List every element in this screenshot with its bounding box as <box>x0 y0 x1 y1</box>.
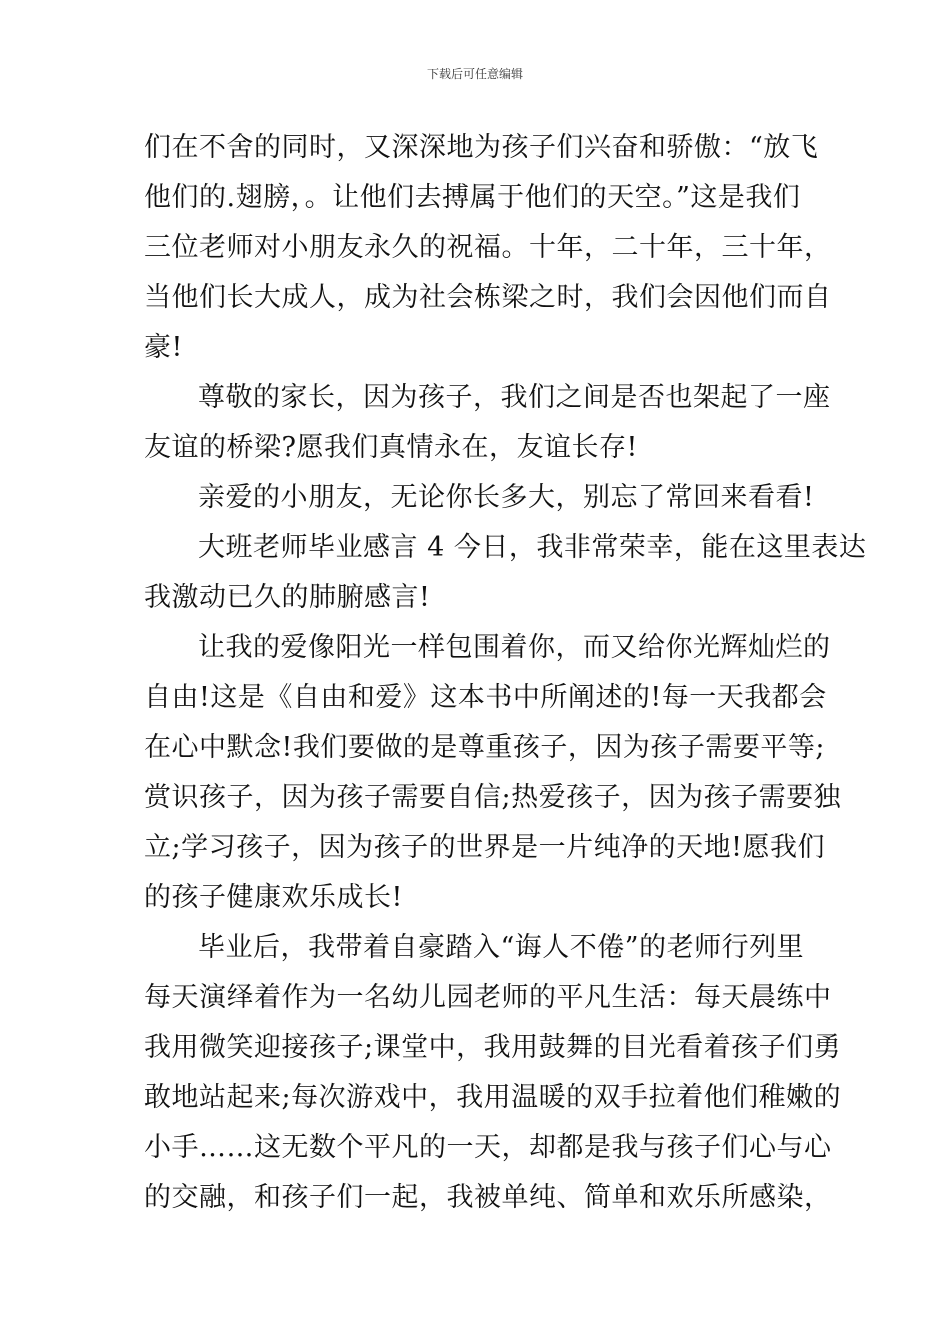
text-line: 每天演绎着作为一名幼儿园老师的平凡生活：每天晨练中 <box>144 982 832 1013</box>
paragraph-start-line: 毕业后，我带着自豪踏入“诲人不倦”的老师行列里 <box>198 932 805 963</box>
paragraph-start-line: 让我的爱像阳光一样包围着你，而又给你光辉灿烂的 <box>198 632 831 663</box>
text-line: 们在不舍的同时，又深深地为孩子们兴奋和骄傲：“放飞 <box>144 132 819 163</box>
text-line: 小手……这无数个平凡的一天，却都是我与孩子们心与心 <box>144 1132 832 1163</box>
text-line: 在心中默念!我们要做的是尊重孩子，因为孩子需要平等; <box>144 732 825 763</box>
text-line: 立;学习孩子，因为孩子的世界是一片纯净的天地!愿我们 <box>144 832 825 863</box>
paragraph-start-line: 亲爱的小朋友，无论你长多大，别忘了常回来看看! <box>198 482 815 513</box>
text-line: 自由!这是《自由和爱》这本书中所阐述的!每一天我都会 <box>144 682 827 713</box>
text-line: 赏识孩子，因为孩子需要自信;热爱孩子，因为孩子需要独 <box>144 782 842 813</box>
text-line: 他们的.翅膀，。让他们去搏属于他们的天空。”这是我们 <box>144 182 801 213</box>
text-line: 友谊的桥梁?愿我们真情永在，友谊长存! <box>144 432 638 463</box>
text-line: 当他们长大成人，成为社会栋梁之时，我们会因他们而自 <box>144 282 832 313</box>
page-header: 下载后可任意编辑 <box>426 67 523 81</box>
text-line: 敢地站起来;每次游戏中，我用温暖的双手拉着他们稚嫩的 <box>144 1082 842 1113</box>
body-text <box>144 123 867 1223</box>
text-line: 的孩子健康欢乐成长! <box>144 882 403 913</box>
paragraph-start-line: 尊敬的家长，因为孩子，我们之间是否也架起了一座 <box>198 382 831 413</box>
text-line: 豪! <box>144 332 183 363</box>
text-line: 的交融，和孩子们一起，我被单纯、简单和欢乐所感染， <box>144 1182 832 1213</box>
text-line: 我激动已久的肺腑感言! <box>144 582 431 613</box>
text-line: 三位老师对小朋友永久的祝福。十年，二十年，三十年， <box>144 232 832 263</box>
text-line: 我用微笑迎接孩子;课堂中，我用鼓舞的目光看着孩子们勇 <box>144 1032 842 1063</box>
paragraph-start-line: 大班老师毕业感言 4 今日，我非常荣幸，能在这里表达 <box>198 532 867 563</box>
